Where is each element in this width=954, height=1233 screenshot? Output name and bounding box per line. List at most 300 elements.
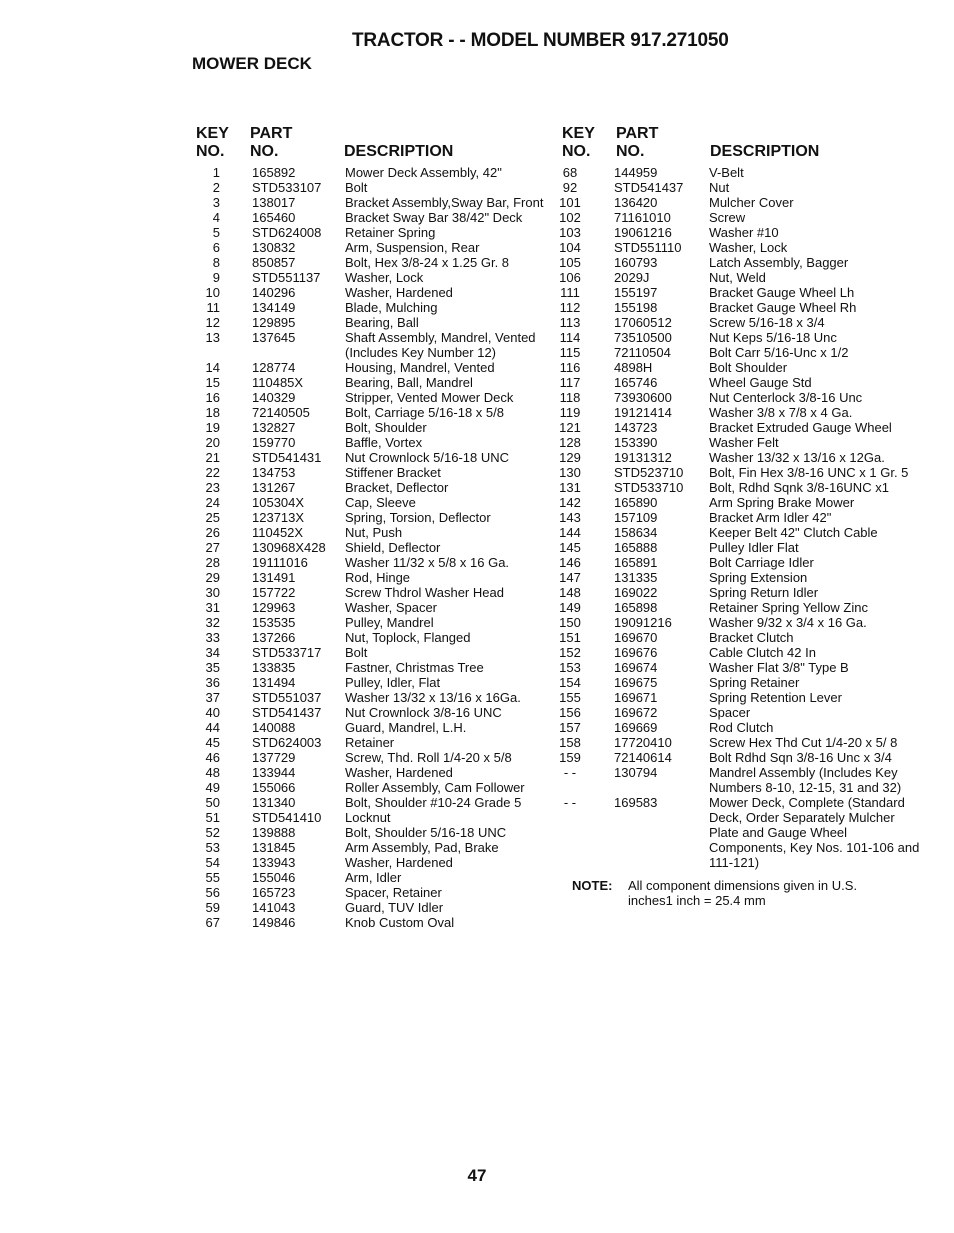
key-number: 54 <box>205 855 220 870</box>
part-row <box>196 180 560 195</box>
part-number: 169676 <box>614 645 658 660</box>
part-row <box>196 225 560 240</box>
part-row <box>558 675 921 690</box>
key-number: 3 <box>212 195 220 210</box>
part-description: Rod, Hinge <box>345 570 411 585</box>
part-description: Locknut <box>345 810 391 825</box>
part-description: Blade, Mulching <box>345 300 438 315</box>
part-row <box>558 720 921 735</box>
part-description: Spring, Torsion, Deflector <box>345 510 491 525</box>
part-number: STD624003 <box>252 735 322 750</box>
key-number: 5 <box>212 225 220 240</box>
part-description: Washer, Lock <box>345 270 424 285</box>
part-number: 72140614 <box>614 750 672 765</box>
part-row <box>196 585 560 600</box>
part-number: 19111016 <box>252 555 308 570</box>
key-number: 67 <box>205 915 220 930</box>
part-row <box>196 750 560 765</box>
part-row <box>558 360 921 375</box>
part-number: 123713X <box>252 510 305 525</box>
part-number: 160793 <box>614 255 658 270</box>
key-number: 130 <box>559 465 581 480</box>
key-number: 102 <box>559 210 581 225</box>
part-row <box>558 510 921 525</box>
key-number: 19 <box>205 420 220 435</box>
part-row <box>558 690 921 705</box>
key-number: 36 <box>205 675 220 690</box>
key-number: 105 <box>559 255 581 270</box>
part-number: 157109 <box>614 510 658 525</box>
part-description: Washer, Spacer <box>345 600 438 615</box>
part-number: STD541437 <box>252 705 322 720</box>
part-description: Washer, Lock <box>709 240 788 255</box>
part-number: 165892 <box>252 165 296 180</box>
part-description: Bolt Shoulder <box>709 360 788 375</box>
part-description: Keeper Belt 42" Clutch Cable <box>709 525 878 540</box>
part-row <box>196 690 560 705</box>
part-row <box>558 765 921 795</box>
part-row <box>196 855 560 870</box>
part-description: Bolt, Shoulder 5/16-18 UNC <box>345 825 507 840</box>
part-number: 131494 <box>252 675 296 690</box>
key-number: 24 <box>205 495 220 510</box>
part-row <box>558 330 921 345</box>
part-number: 165888 <box>614 540 658 555</box>
part-number: 157722 <box>252 585 296 600</box>
part-description: Washer #10 <box>709 225 779 240</box>
part-row <box>558 255 921 270</box>
part-row <box>558 645 921 660</box>
part-row <box>196 900 560 915</box>
part-number: 137729 <box>252 750 296 765</box>
part-row <box>196 765 560 780</box>
parts-column-right <box>558 125 921 908</box>
key-header-line1: KEY <box>562 125 595 142</box>
part-row <box>196 630 560 645</box>
key-number: 40 <box>205 705 220 720</box>
part-number: 144959 <box>614 165 658 180</box>
part-description: Nut, Weld <box>709 270 766 285</box>
part-number: 140088 <box>252 720 296 735</box>
part-number: 136420 <box>614 195 658 210</box>
key-number: 153 <box>559 660 581 675</box>
part-number: 149846 <box>252 915 296 930</box>
part-number: 169022 <box>614 585 658 600</box>
part-number: 19131312 <box>614 450 672 465</box>
part-description: Housing, Mandrel, Vented <box>345 360 495 375</box>
part-number: 137645 <box>252 330 296 345</box>
part-number: 169671 <box>614 690 658 705</box>
part-row <box>558 180 921 195</box>
part-number: 110452X <box>252 525 304 540</box>
part-number: 169670 <box>614 630 658 645</box>
key-number: 92 <box>562 180 578 195</box>
part-description: Spring Retainer <box>709 675 800 690</box>
key-number: 149 <box>559 600 581 615</box>
key-number: 26 <box>205 525 220 540</box>
key-number: 121 <box>559 420 581 435</box>
key-header-line2: NO. <box>562 143 591 160</box>
part-description: Bearing, Ball, Mandrel <box>345 375 473 390</box>
part-row <box>558 525 921 540</box>
key-number: 157 <box>559 720 581 735</box>
key-number: 21 <box>205 450 220 465</box>
part-description: Screw Hex Thd Cut 1/4-20 x 5/ 8 <box>709 735 898 750</box>
part-description: Nut Keps 5/16-18 Unc <box>709 330 837 345</box>
part-description: Fastner, Christmas Tree <box>345 660 484 675</box>
part-description: Arm Spring Brake Mower <box>709 495 855 510</box>
part-description: Pulley, Mandrel <box>345 615 434 630</box>
part-number: STD533107 <box>252 180 322 195</box>
part-row <box>196 360 560 375</box>
part-number: 19061216 <box>614 225 672 240</box>
part-row <box>196 210 560 225</box>
part-description: Screw, Thd. Roll 1/4-20 x 5/8 <box>345 750 512 765</box>
key-number: - - <box>563 795 577 810</box>
part-number: 169674 <box>614 660 658 675</box>
key-number: 10 <box>205 285 220 300</box>
part-number: 128774 <box>252 360 296 375</box>
note-text: All component dimensions given in U.S. inches1 inch = 25.4 mm <box>628 878 858 908</box>
part-description: Nut, Push <box>345 525 403 540</box>
part-description: Washer Felt <box>709 435 779 450</box>
part-description: Washer, Hardened <box>345 285 453 300</box>
key-number: 27 <box>205 540 220 555</box>
part-row <box>196 660 560 675</box>
part-number: 155046 <box>252 870 296 885</box>
part-number: 134753 <box>252 465 296 480</box>
part-number: 133944 <box>252 765 296 780</box>
part-number: 140296 <box>252 285 296 300</box>
part-row <box>558 375 921 390</box>
part-row <box>196 525 560 540</box>
part-description: Baffle, Vortex <box>345 435 423 450</box>
part-description: Bracket Extruded Gauge Wheel <box>709 420 892 435</box>
parts-column-left <box>196 125 560 930</box>
key-number: 11 <box>206 300 220 315</box>
part-row <box>196 270 560 285</box>
part-description: Wheel Gauge Std <box>709 375 812 390</box>
part-description: Screw 5/16-18 x 3/4 <box>709 315 825 330</box>
part-number: STD624008 <box>252 225 322 240</box>
part-header-line1: PART <box>250 125 293 142</box>
part-row <box>558 660 921 675</box>
part-row <box>196 600 560 615</box>
part-description: Mandrel Assembly (Includes Key Numbers 8-10, 12-15, 31 and 32) <box>709 765 902 795</box>
key-number: 151 <box>559 630 581 645</box>
part-description: Bolt, Shoulder <box>345 420 427 435</box>
key-number: 23 <box>205 480 220 495</box>
part-row <box>196 285 560 300</box>
key-number: 103 <box>559 225 581 240</box>
part-description: Screw <box>709 210 746 225</box>
part-row <box>196 240 560 255</box>
key-number: 29 <box>205 570 220 585</box>
key-number: 35 <box>205 660 220 675</box>
part-description: Bracket, Deflector <box>345 480 449 495</box>
section-title: MOWER DECK <box>192 54 312 73</box>
part-row <box>196 915 560 930</box>
part-number: 132827 <box>252 420 296 435</box>
part-description: Washer Flat 3/8" Type B <box>709 660 849 675</box>
key-number: 117 <box>559 375 581 390</box>
part-description: Bolt <box>345 645 368 660</box>
part-row <box>558 570 921 585</box>
part-number: 137266 <box>252 630 296 645</box>
part-description: Washer, Hardened <box>345 765 453 780</box>
key-number: 15 <box>205 375 220 390</box>
part-description: Bolt, Fin Hex 3/8-16 UNC x 1 Gr. 5 <box>709 465 909 480</box>
part-description: Bolt, Hex 3/8-24 x 1.25 Gr. 8 <box>345 255 510 270</box>
key-number: 155 <box>559 690 581 705</box>
part-row <box>558 435 921 450</box>
part-number: 165723 <box>252 885 296 900</box>
part-description: Retainer Spring <box>345 225 436 240</box>
part-row <box>558 630 921 645</box>
note <box>558 878 921 908</box>
key-number: 114 <box>559 330 581 345</box>
part-row <box>558 465 921 480</box>
part-description: Spring Retention Lever <box>709 690 842 705</box>
part-row <box>196 165 560 180</box>
part-description: Nut Crownlock 5/16-18 UNC <box>345 450 510 465</box>
part-row <box>196 315 560 330</box>
part-description: Pulley Idler Flat <box>709 540 799 555</box>
part-row <box>558 225 921 240</box>
part-number: 153390 <box>614 435 658 450</box>
part-row <box>196 735 560 750</box>
key-number: 112 <box>559 300 581 315</box>
part-row <box>558 555 921 570</box>
part-row <box>558 270 921 285</box>
part-number: 134149 <box>252 300 296 315</box>
part-number: 169669 <box>614 720 658 735</box>
part-description: Arm, Idler <box>345 870 402 885</box>
key-number: 13 <box>205 330 220 345</box>
part-description: Retainer Spring Yellow Zinc <box>709 600 868 615</box>
part-description: Guard, TUV Idler <box>345 900 444 915</box>
part-description: Roller Assembly, Cam Follower <box>345 780 525 795</box>
part-row <box>196 450 560 465</box>
part-number: 165890 <box>614 495 658 510</box>
part-description: Cable Clutch 42 In <box>709 645 816 660</box>
key-number: 152 <box>559 645 581 660</box>
part-row <box>558 600 921 615</box>
part-row <box>558 315 921 330</box>
part-description: Washer 13/32 x 13/16 x 16Ga. <box>345 690 521 705</box>
key-number: 8 <box>212 255 220 270</box>
column-headers <box>558 125 921 165</box>
part-description: Arm Assembly, Pad, Brake <box>345 840 499 855</box>
key-number: 159 <box>559 750 581 765</box>
part-description: Screw Thdrol Washer Head <box>345 585 504 600</box>
part-number: 2029J <box>614 270 650 285</box>
part-number: 139888 <box>252 825 296 840</box>
column-headers <box>196 125 560 165</box>
key-header-line2: NO. <box>196 143 225 160</box>
part-description: Bearing, Ball <box>345 315 419 330</box>
key-number: 59 <box>205 900 220 915</box>
part-number: 165891 <box>614 555 658 570</box>
part-header-line1: PART <box>616 125 659 142</box>
part-row <box>196 885 560 900</box>
part-number: 140329 <box>252 390 296 405</box>
part-number: STD551137 <box>252 270 321 285</box>
part-number: 141043 <box>252 900 296 915</box>
part-number: 17720410 <box>614 735 672 750</box>
part-number: 850857 <box>252 255 296 270</box>
part-number: 138017 <box>252 195 296 210</box>
key-number: 49 <box>205 780 220 795</box>
part-description: Bracket Assembly,Sway Bar, Front <box>345 195 544 210</box>
part-number: 72110504 <box>614 345 671 360</box>
key-number: 111 <box>560 285 580 300</box>
part-description: Bracket Gauge Wheel Rh <box>709 300 857 315</box>
part-number: STD541410 <box>252 810 322 825</box>
part-description: Arm, Suspension, Rear <box>345 240 480 255</box>
part-number: 71161010 <box>614 210 671 225</box>
part-description: Nut <box>709 180 730 195</box>
part-row <box>196 195 560 210</box>
part-description: Shield, Deflector <box>345 540 441 555</box>
part-number: 131845 <box>252 840 296 855</box>
key-header-line1: KEY <box>196 125 229 142</box>
note-label: NOTE: <box>572 878 613 893</box>
key-number: 30 <box>205 585 220 600</box>
key-number: 18 <box>205 405 220 420</box>
part-description: Shaft Assembly, Mandrel, Vented (Includes Key Number 12) <box>345 330 536 360</box>
part-header-line2: NO. <box>250 143 279 160</box>
parts-list-right <box>558 165 921 870</box>
part-row <box>558 705 921 720</box>
key-number: 1 <box>212 165 220 180</box>
key-number: 143 <box>559 510 581 525</box>
part-row <box>558 450 921 465</box>
part-row <box>196 840 560 855</box>
key-number: 46 <box>205 750 220 765</box>
part-number: 110485X <box>252 375 304 390</box>
part-row <box>196 510 560 525</box>
key-number: 20 <box>205 435 220 450</box>
key-number: 116 <box>559 360 581 375</box>
part-description: Bracket Sway Bar 38/42" Deck <box>345 210 523 225</box>
part-description: Bolt, Carriage 5/16-18 x 5/8 <box>345 405 504 420</box>
part-number: 153535 <box>252 615 296 630</box>
part-row <box>196 705 560 720</box>
part-number: 131335 <box>614 570 658 585</box>
part-row <box>196 480 560 495</box>
part-number: 169583 <box>614 795 658 810</box>
part-description: Stiffener Bracket <box>345 465 441 480</box>
part-row <box>196 300 560 315</box>
part-row <box>558 300 921 315</box>
key-number: 52 <box>205 825 220 840</box>
key-number: 158 <box>559 735 581 750</box>
part-number: 155198 <box>614 300 658 315</box>
parts-list-left <box>196 165 560 930</box>
part-number: STD551037 <box>252 690 322 705</box>
part-number: 130832 <box>252 240 296 255</box>
part-row <box>558 210 921 225</box>
key-number: 28 <box>205 555 220 570</box>
part-row <box>196 570 560 585</box>
part-description: Washer, Hardened <box>345 855 453 870</box>
part-description: Mower Deck, Complete (Standard Deck, Order Separately Mulcher Plate and Gauge Wheel Components, Key Nos. 101-106 and 111-121) <box>709 795 920 870</box>
part-number: STD533717 <box>252 645 322 660</box>
part-row <box>558 345 921 360</box>
key-number: 34 <box>205 645 220 660</box>
key-number: 142 <box>559 495 581 510</box>
key-number: 25 <box>205 510 220 525</box>
part-row <box>558 795 921 870</box>
part-row <box>196 825 560 840</box>
part-row <box>558 495 921 510</box>
part-row <box>196 375 560 390</box>
part-number: 155066 <box>252 780 296 795</box>
part-description: Nut, Toplock, Flanged <box>345 630 471 645</box>
part-description: Stripper, Vented Mower Deck <box>345 390 514 405</box>
part-number: 159770 <box>252 435 296 450</box>
part-row <box>196 555 560 570</box>
key-number: 4 <box>212 210 220 225</box>
part-number: STD533710 <box>614 480 684 495</box>
part-row <box>558 165 921 180</box>
part-description: Nut Centerlock 3/8-16 Unc <box>709 390 863 405</box>
part-number: 133835 <box>252 660 296 675</box>
key-number: 31 <box>205 600 220 615</box>
part-description: Spring Extension <box>709 570 808 585</box>
key-number: 37 <box>205 690 220 705</box>
part-number: 73510500 <box>614 330 672 345</box>
part-number: STD523710 <box>614 465 684 480</box>
part-row <box>558 735 921 750</box>
part-number: 17060512 <box>614 315 672 330</box>
part-description: Washer 9/32 x 3/4 x 16 Ga. <box>709 615 867 630</box>
key-number: 147 <box>559 570 581 585</box>
key-number: 44 <box>205 720 220 735</box>
part-description: Knob Custom Oval <box>345 915 455 930</box>
part-number: 73930600 <box>614 390 672 405</box>
part-number: 155197 <box>614 285 658 300</box>
description-header: DESCRIPTION <box>710 143 820 160</box>
part-header-line2: NO. <box>616 143 645 160</box>
part-description: Bolt Rdhd Sqn 3/8-16 Unc x 3/4 <box>709 750 892 765</box>
part-number: 130794 <box>614 765 658 780</box>
key-number: 150 <box>559 615 581 630</box>
page-title: TRACTOR - - MODEL NUMBER 917.271050 <box>352 30 729 51</box>
part-number: 4898H <box>614 360 653 375</box>
part-row <box>196 495 560 510</box>
key-number: 9 <box>212 270 220 285</box>
part-description: Spring Return Idler <box>709 585 819 600</box>
key-number: 51 <box>205 810 220 825</box>
part-number: 169672 <box>614 705 658 720</box>
part-description: Guard, Mandrel, L.H. <box>345 720 467 735</box>
part-row <box>558 540 921 555</box>
key-number: 104 <box>559 240 581 255</box>
part-row <box>196 870 560 885</box>
part-row <box>196 810 560 825</box>
key-number: 16 <box>205 390 220 405</box>
part-description: Spacer, Retainer <box>345 885 442 900</box>
part-row <box>558 390 921 405</box>
part-row <box>558 750 921 765</box>
key-number: 145 <box>559 540 581 555</box>
part-description: Nut Crownlock 3/8-16 UNC <box>345 705 502 720</box>
key-number: 32 <box>205 615 220 630</box>
part-row <box>196 780 560 795</box>
part-description: Spacer <box>709 705 751 720</box>
